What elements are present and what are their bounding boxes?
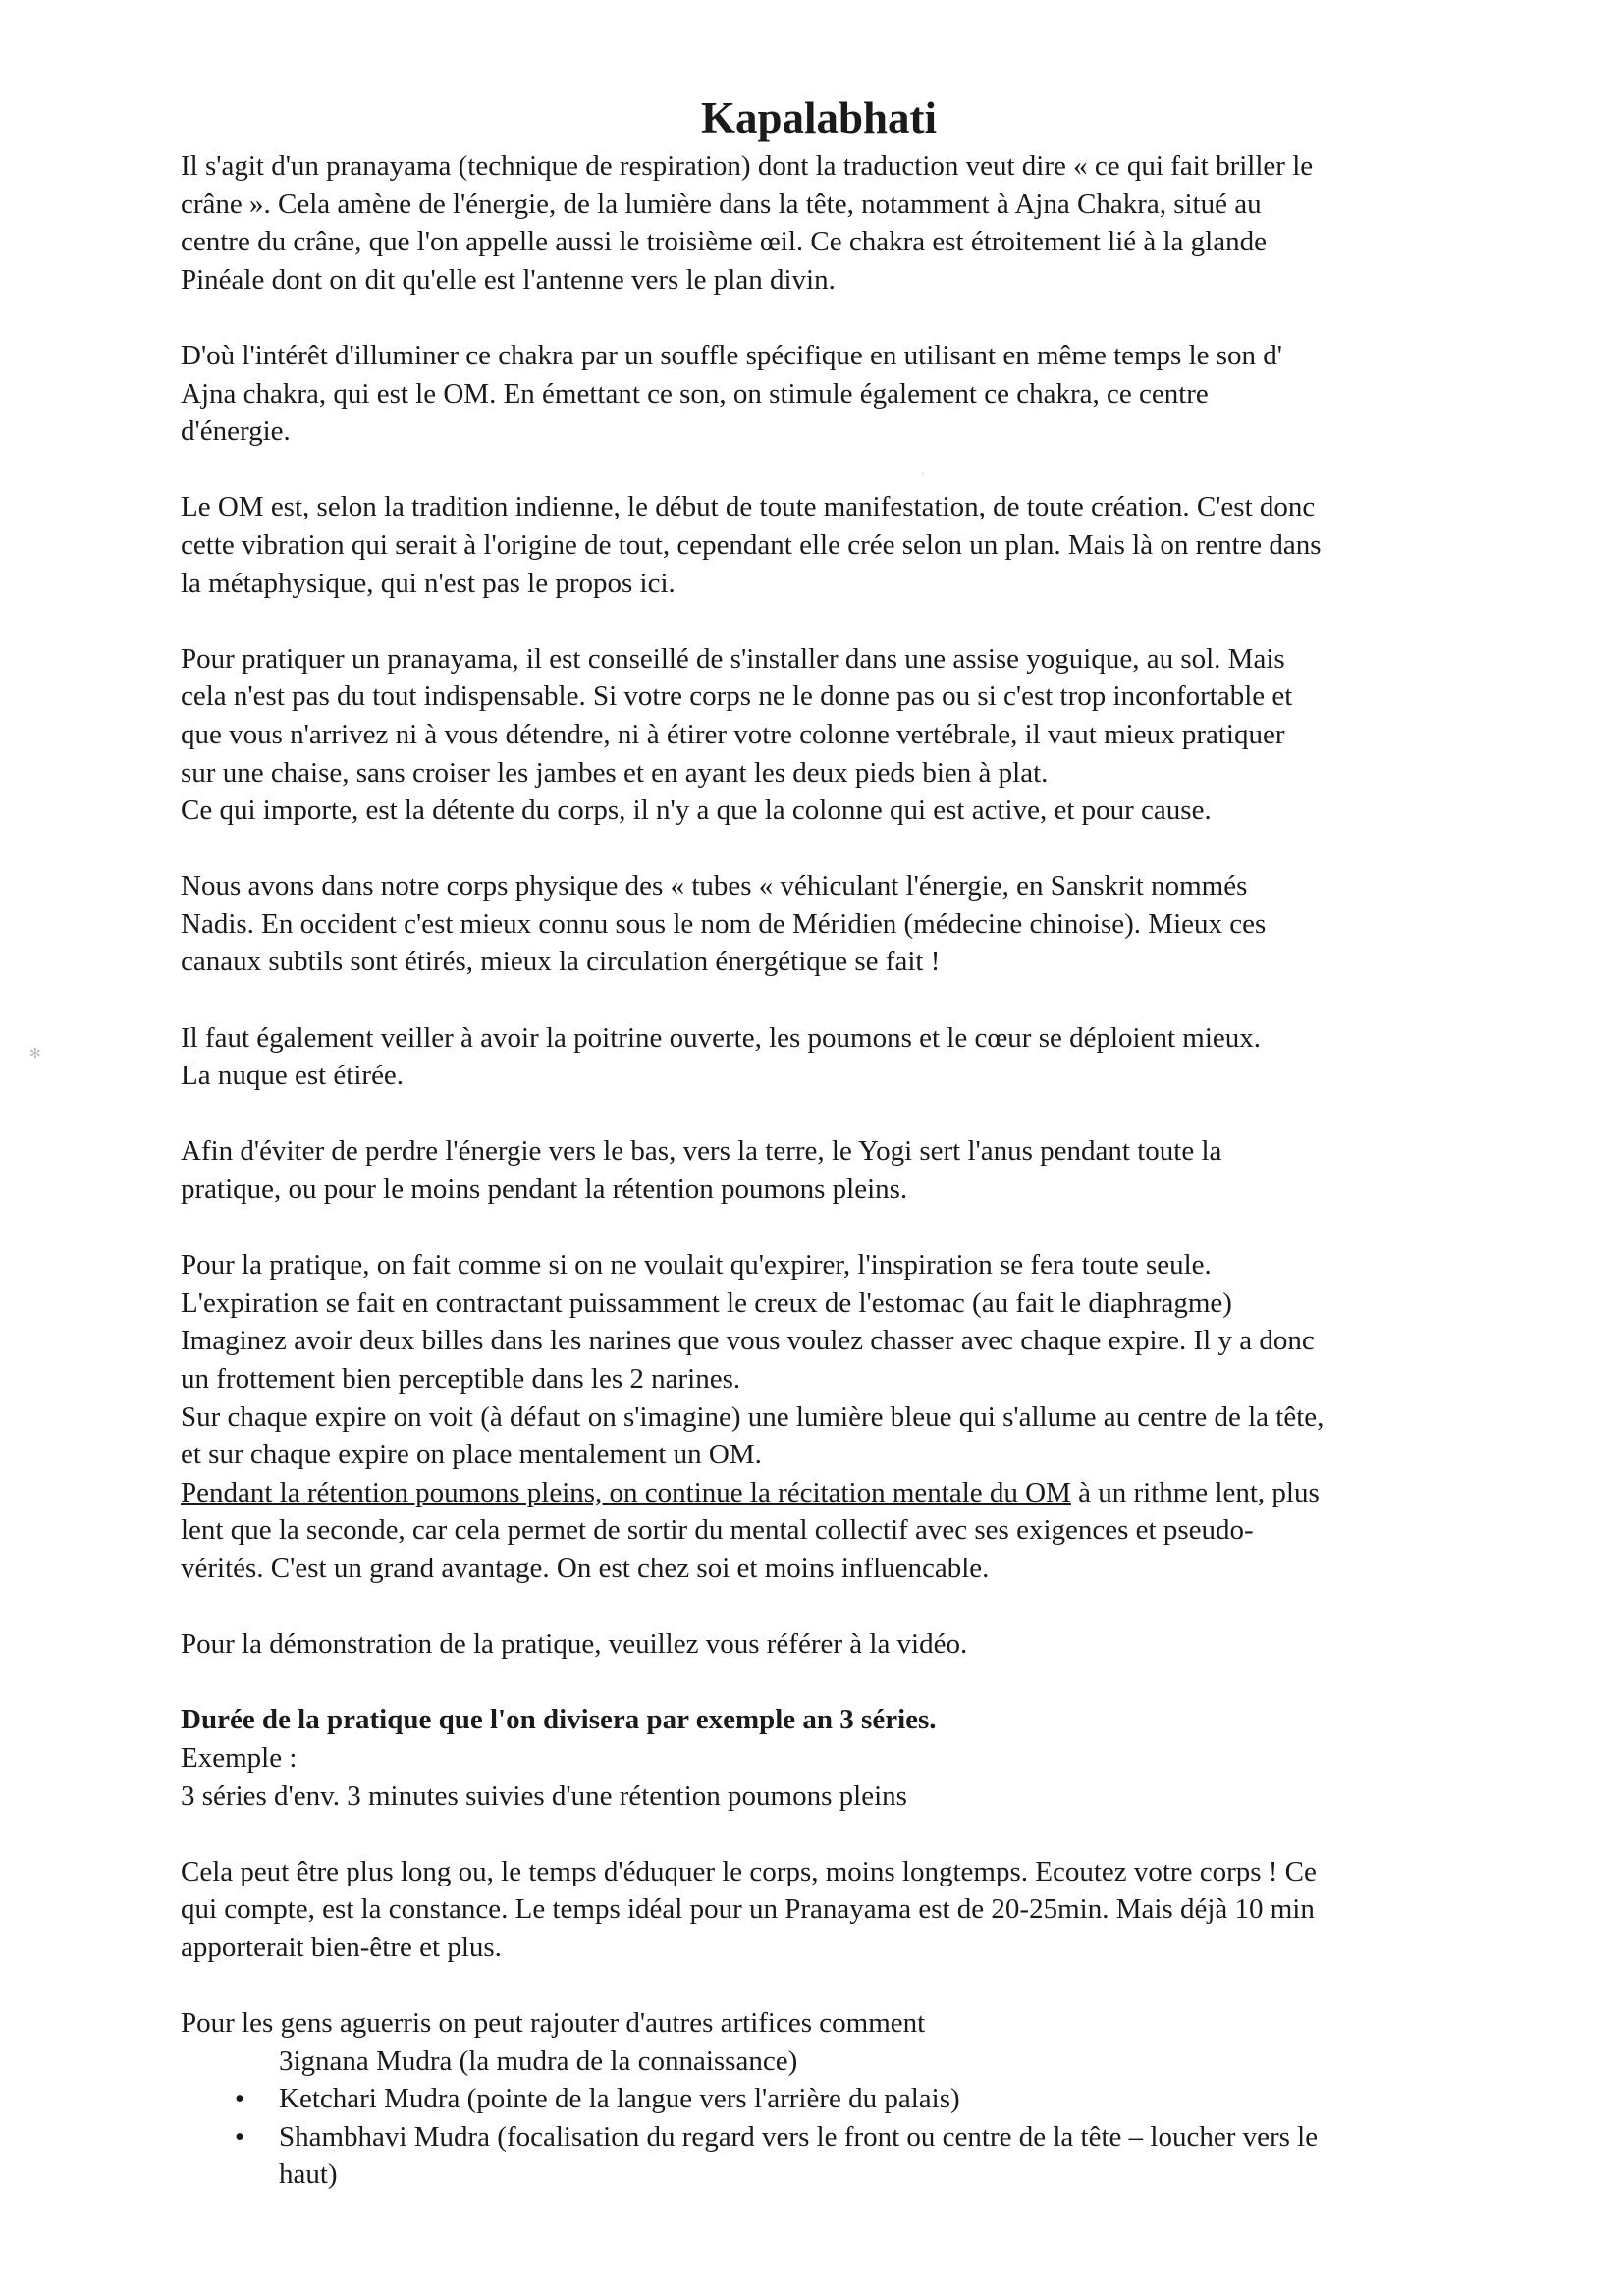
paragraph-chest: Il faut également veiller à avoir la poitrine ouverte, les poumons et le cœur se déploient mieux. La nuque est étirée. <box>181 1021 1262 1092</box>
example-text: 3 séries d'env. 3 minutes suivies d'une rétention poumons pleins <box>181 1779 907 1812</box>
paragraph-duration: Cela peut être plus long ou, le temps d'éduquer le corps, moins longtemps. Ecoutez votre corps ! Ce qui compte, est la constance. Le temps idéal pour un Pranayama est de 20-25min. Mais déjà 10 min apporterait bien-être et plus. <box>181 1855 1317 1963</box>
list-item <box>181 2118 1496 2194</box>
bullet-icon: • <box>234 2083 245 2115</box>
document-page <box>181 90 1496 2194</box>
list-item-text: 3ignana Mudra (la mudra de la connaissance) <box>279 2045 798 2077</box>
paragraph-video: Pour la démonstration de la pratique, veuillez vous référer à la vidéo. <box>181 1628 968 1661</box>
retention-rest-text: à un rithme lent, plus lent que la seconde, car cela permet de sortir du mental collectif avec ses exigences et pseudo- vérités. C'est un grand avantage. On est chez soi et moins influencable. <box>181 1476 1320 1584</box>
duration-heading: Durée de la pratique que l'on divisera par exemple an 3 séries. <box>181 1704 937 1736</box>
paragraph-om: Le OM est, selon la tradition indienne, le début de toute manifestation, de toute création. C'est donc cette vibration qui serait à l'origine de tout, cependant elle crée selon un plan. Mais là on rentre dans la métaphysique, qui n'est pas le propos ici. <box>181 491 1322 599</box>
list-item <box>181 2080 1496 2118</box>
scan-speck: · <box>921 469 925 480</box>
list-item-text: Shambhavi Mudra (focalisation du regard vers le front ou centre de la tête – loucher vers le haut) <box>279 2120 1319 2191</box>
bullet-icon: • <box>234 2120 245 2153</box>
example-label: Exemple : <box>181 1741 298 1774</box>
mudra-list <box>181 2043 1496 2194</box>
retention-underlined-text: Pendant la rétention poumons pleins, on continue la récitation mentale du OM <box>181 1476 1071 1508</box>
paragraph-advanced: Pour les gens aguerris on peut rajouter d'autres artifices comment <box>181 2007 926 2040</box>
scan-speck: ✻ <box>29 1047 41 1062</box>
paragraph-practice: Pour la pratique, on fait comme si on ne voulait qu'expirer, l'inspiration se fera toute seule. L'expiration se fait en contractant puissamment le creux de l'estomac (au fait le diaphragme) Imaginez avoir deux billes dans les narines que vous voulez chasser avec chaque expire. Il y a donc un frottement bien perceptible dans les 2 narines. Sur chaque expire on voit (à défaut on s'imagine) une lumière bleue qui s'allume au centre de la tête, et sur chaque expire on place mentalement un OM. <box>181 1249 1325 1471</box>
paragraph-posture: Pour pratiquer un pranayama, il est conseillé de s'installer dans une assise yoguique, au sol. Mais cela n'est pas du tout indispensable. Si votre corps ne le donne pas ou si c'est trop inconfortable et que vous n'arrivez ni à vous détendre, ni à étirer votre colonne vertébrale, il vaut mieux pratiquer sur une chaise, sans croiser les jambes et en ayant les deux pieds bien à plat. Ce qui importe, est la détente du corps, il n'y a que la colonne qui est active, et pour cause. <box>181 642 1293 827</box>
paragraph-ajna: D'où l'intérêt d'illuminer ce chakra par un souffle spécifique en utilisant en même temps le son d' Ajna chakra, qui est le OM. En émettant ce son, on stimule également ce chakra, ce centre d'énergie. <box>181 339 1283 448</box>
list-item-text: Ketchari Mudra (pointe de la langue vers l'arrière du palais) <box>279 2083 960 2115</box>
page-title: Kapalabhati <box>700 93 938 142</box>
paragraph-intro: Il s'agit d'un pranayama (technique de respiration) dont la traduction veut dire « ce qui fait briller le crâne ». Cela amène de l'énergie, de la lumière dans la tête, notamment à Ajna Chakra, situé au centre du crâne, que l'on appelle aussi le troisième œil. Ce chakra est étroitement lié à la glande Pinéale dont on dit qu'elle est l'antenne vers le plan divin. <box>181 150 1314 296</box>
paragraph-retention <box>181 1474 1496 1588</box>
list-item <box>181 2043 1496 2081</box>
paragraph-nadis: Nous avons dans notre corps physique des « tubes « véhiculant l'énergie, en Sanskrit nommés Nadis. En occident c'est mieux connu sous le nom de Méridien (médecine chinoise). Mieux ces canaux subtils sont étirés, mieux la circulation énergétique se fait ! <box>181 870 1267 978</box>
paragraph-energy: Afin d'éviter de perdre l'énergie vers le bas, vers la terre, le Yogi sert l'anus pendant toute la pratique, ou pour le moins pendant la rétention poumons pleins. <box>181 1135 1222 1206</box>
